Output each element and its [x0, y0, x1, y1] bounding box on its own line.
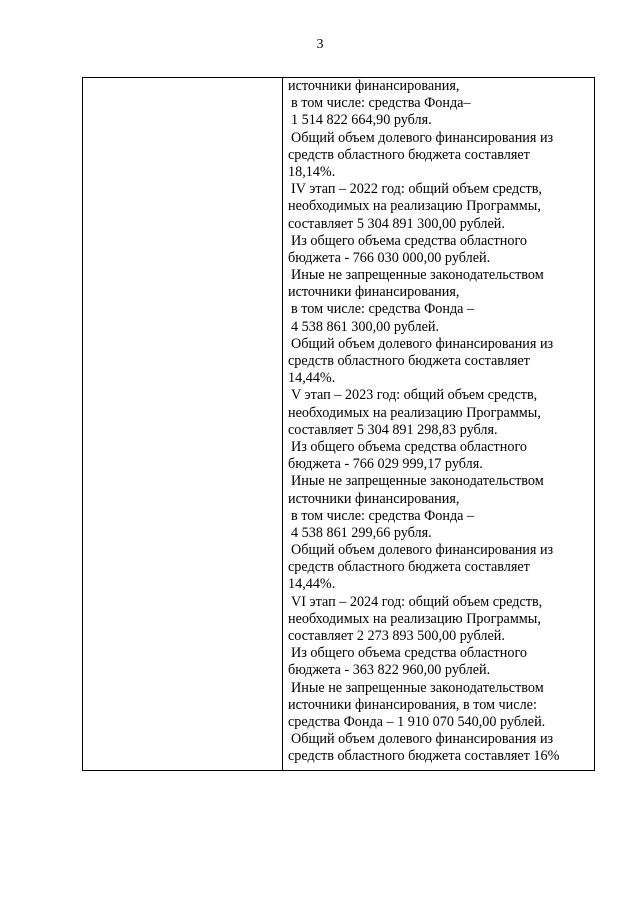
text-line: V этап – 2023 год: общий объем средств,: [291, 387, 538, 404]
page-number: 3: [316, 37, 324, 52]
text-line: Из общего объема средства областного: [291, 232, 528, 249]
text-line: в том числе: средства Фонда –: [291, 301, 475, 318]
text-line: Иные не запрещенные законодательством: [291, 267, 544, 284]
table-right-column: [283, 78, 596, 770]
text-line: бюджета - 363 822 960,00 рублей.: [288, 662, 491, 679]
text-line: 4 538 861 299,66 рубля.: [291, 524, 432, 541]
text-line: Общий объем долевого финансирования из: [291, 542, 554, 559]
text-line: средств областного бюджета составляет: [288, 146, 530, 163]
text-line: Из общего объема средства областного: [291, 645, 528, 662]
text-line: составляет 5 304 891 300,00 рублей.: [288, 215, 505, 232]
document-table: [82, 77, 595, 771]
text-line: в том числе: средства Фонда–: [291, 95, 471, 112]
table-left-column: [83, 78, 283, 770]
text-line: средств областного бюджета составляет 16%: [288, 748, 560, 765]
text-line: источники финансирования,: [288, 284, 460, 301]
text-line: необходимых на реализацию Программы,: [288, 404, 541, 421]
text-line: составляет 5 304 891 298,83 рубля.: [288, 421, 498, 438]
text-line: бюджета - 766 030 000,00 рублей.: [288, 249, 491, 266]
text-line: Иные не запрещенные законодательством: [291, 473, 544, 490]
text-line: средств областного бюджета составляет: [288, 559, 530, 576]
text-line: 4 538 861 300,00 рублей.: [291, 318, 440, 335]
text-line: 14,44%.: [288, 576, 336, 593]
text-line: Иные не запрещенные законодательством: [291, 679, 544, 696]
text-line: источники финансирования,: [288, 490, 460, 507]
text-line: средств областного бюджета составляет: [288, 353, 530, 369]
text-line: Общий объем долевого финансирования из: [291, 335, 554, 352]
text-line: 14,44%.: [288, 370, 336, 387]
text-line: источники финансирования, в том числе:: [288, 696, 537, 713]
text-line: необходимых на реализацию Программы,: [288, 610, 541, 627]
text-line: необходимых на реализацию Программы,: [288, 198, 541, 215]
text-line: Общий объем долевого финансирования из: [291, 731, 554, 748]
text-line: Из общего объема средства областного: [291, 438, 528, 455]
text-line: источники финансирования,: [288, 78, 460, 94]
text-line: средства Фонда – 1 910 070 540,00 рублей.: [288, 713, 546, 730]
text-line: в том числе: средства Фонда –: [291, 507, 475, 524]
text-line: IV этап – 2022 год: общий объем средств,: [291, 181, 542, 198]
text-line: VI этап – 2024 год: общий объем средств,: [291, 593, 543, 610]
text-line: составляет 2 273 893 500,00 рублей.: [288, 628, 505, 644]
text-line: 1 514 822 664,90 рубля.: [291, 112, 432, 129]
text-line: бюджета - 766 029 999,17 рубля.: [288, 456, 483, 473]
text-line: 18,14%.: [288, 163, 336, 180]
text-line: Общий объем долевого финансирования из: [291, 129, 554, 146]
